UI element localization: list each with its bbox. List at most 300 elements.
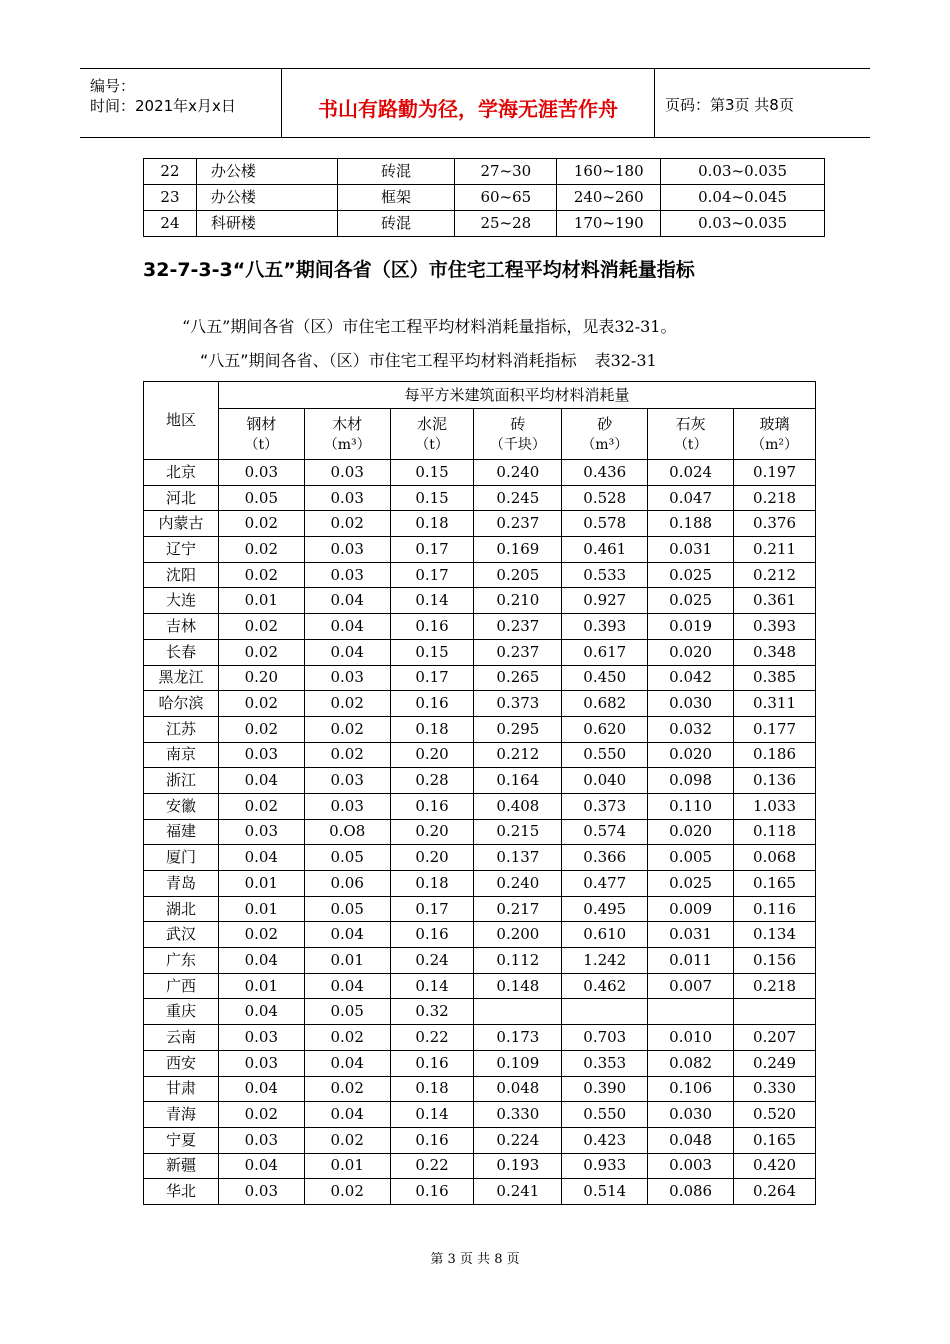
value-cell: 0.03 xyxy=(218,1179,304,1205)
value-cell: 0.200 xyxy=(474,922,562,948)
region-cell: 哈尔滨 xyxy=(144,691,219,717)
value-cell: 0.14 xyxy=(390,588,474,614)
column-unit: （t） xyxy=(673,436,708,453)
table-row xyxy=(144,639,816,665)
table-row xyxy=(144,614,816,640)
value-cell: 0.024 xyxy=(648,460,734,486)
value-cell: 0.18 xyxy=(390,871,474,897)
table-cell: 框架 xyxy=(337,185,455,211)
value-cell: 0.01 xyxy=(304,948,390,974)
region-cell: 新疆 xyxy=(144,1153,219,1179)
column-unit: （t） xyxy=(244,436,279,453)
value-cell: 0.32 xyxy=(390,999,474,1025)
value-cell: 0.173 xyxy=(474,1025,562,1051)
table-cell: 办公楼 xyxy=(196,185,337,211)
value-cell: 0.01 xyxy=(218,896,304,922)
value-cell: 0.136 xyxy=(734,768,816,794)
column-unit: （t） xyxy=(415,436,449,453)
value-cell: 0.18 xyxy=(390,716,474,742)
value-cell: 0.15 xyxy=(390,639,474,665)
value-cell: 0.264 xyxy=(734,1179,816,1205)
region-cell: 西安 xyxy=(144,1050,219,1076)
value-cell: 0.O8 xyxy=(304,819,390,845)
value-cell: 0.03 xyxy=(304,665,390,691)
value-cell: 0.165 xyxy=(734,1127,816,1153)
table-cell: 砖混 xyxy=(337,159,455,185)
value-cell: 0.04 xyxy=(304,614,390,640)
value-cell: 0.240 xyxy=(474,460,562,486)
region-cell: 浙江 xyxy=(144,768,219,794)
value-cell: 0.514 xyxy=(562,1179,648,1205)
value-cell: 0.02 xyxy=(218,639,304,665)
value-cell: 0.574 xyxy=(562,819,648,845)
value-cell: 0.240 xyxy=(474,871,562,897)
value-cell: 0.04 xyxy=(218,999,304,1025)
table-row xyxy=(144,537,816,563)
value-cell: 0.16 xyxy=(390,614,474,640)
column-unit: （m³） xyxy=(581,436,629,453)
column-header xyxy=(562,409,648,460)
value-cell: 0.16 xyxy=(390,922,474,948)
value-cell: 0.118 xyxy=(734,819,816,845)
value-cell: 0.02 xyxy=(218,537,304,563)
region-cell: 长春 xyxy=(144,639,219,665)
value-cell: 0.031 xyxy=(648,537,734,563)
value-cell: 0.245 xyxy=(474,485,562,511)
value-cell: 0.237 xyxy=(474,639,562,665)
table-row xyxy=(144,185,825,211)
column-unit: （千块） xyxy=(489,436,546,453)
table-cell: 23 xyxy=(144,185,197,211)
value-cell: 0.02 xyxy=(304,1179,390,1205)
table-cell: 27~30 xyxy=(455,159,557,185)
value-cell: 0.137 xyxy=(474,845,562,871)
table-row xyxy=(144,1025,816,1051)
table-row xyxy=(144,948,816,974)
value-cell: 0.03 xyxy=(304,768,390,794)
value-cell: 0.703 xyxy=(562,1025,648,1051)
value-cell: 0.01 xyxy=(304,1153,390,1179)
table-row xyxy=(144,1179,816,1205)
value-cell: 0.224 xyxy=(474,1127,562,1153)
column-name: 石灰 xyxy=(675,414,706,433)
section-heading: 32-7-3-3“八五”期间各省（区）市住宅工程平均材料消耗量指标 xyxy=(143,259,695,281)
region-cell: 内蒙古 xyxy=(144,511,219,537)
table-cell: 60~65 xyxy=(455,185,557,211)
value-cell: 1.033 xyxy=(734,793,816,819)
column-name: 砖 xyxy=(510,414,526,433)
table-row xyxy=(144,211,825,237)
value-cell: 0.295 xyxy=(474,716,562,742)
value-cell: 0.04 xyxy=(218,948,304,974)
column-name: 水泥 xyxy=(417,414,448,433)
table-number: 表32-31 xyxy=(594,351,657,370)
value-cell: 0.550 xyxy=(562,742,648,768)
value-cell: 0.03 xyxy=(218,819,304,845)
column-name: 玻璃 xyxy=(759,414,790,433)
table-row xyxy=(144,1050,816,1076)
region-cell: 宁夏 xyxy=(144,1127,219,1153)
value-cell: 0.207 xyxy=(734,1025,816,1051)
region-cell: 北京 xyxy=(144,460,219,486)
value-cell: 0.04 xyxy=(304,588,390,614)
value-cell: 0.02 xyxy=(218,562,304,588)
value-cell: 0.15 xyxy=(390,460,474,486)
value-cell: 0.14 xyxy=(390,973,474,999)
intro-paragraph: “八五”期间各省（区）市住宅工程平均材料消耗量指标，见表32-31。 xyxy=(182,317,677,336)
value-cell: 0.186 xyxy=(734,742,816,768)
value-cell: 0.164 xyxy=(474,768,562,794)
value-cell: 0.025 xyxy=(648,588,734,614)
value-cell: 0.420 xyxy=(734,1153,816,1179)
value-cell: 0.22 xyxy=(390,1025,474,1051)
value-cell: 0.048 xyxy=(474,1076,562,1102)
value-cell: 0.019 xyxy=(648,614,734,640)
region-cell: 河北 xyxy=(144,485,219,511)
value-cell: 0.086 xyxy=(648,1179,734,1205)
value-cell: 0.28 xyxy=(390,768,474,794)
page-header xyxy=(80,68,870,138)
value-cell: 0.02 xyxy=(218,922,304,948)
value-cell: 0.042 xyxy=(648,665,734,691)
value-cell: 0.212 xyxy=(474,742,562,768)
value-cell: 0.927 xyxy=(562,588,648,614)
table-row xyxy=(144,1127,816,1153)
table-row xyxy=(144,999,816,1025)
value-cell: 0.16 xyxy=(390,1050,474,1076)
value-cell: 0.03 xyxy=(218,1050,304,1076)
value-cell: 0.082 xyxy=(648,1050,734,1076)
value-cell: 0.116 xyxy=(734,896,816,922)
value-cell: 0.249 xyxy=(734,1050,816,1076)
region-cell: 重庆 xyxy=(144,999,219,1025)
column-header xyxy=(304,409,390,460)
value-cell: 0.02 xyxy=(304,1076,390,1102)
region-cell: 辽宁 xyxy=(144,537,219,563)
table-cell: 砖混 xyxy=(337,211,455,237)
value-cell: 0.04 xyxy=(218,845,304,871)
value-cell: 0.578 xyxy=(562,511,648,537)
table-row xyxy=(144,1153,816,1179)
value-cell: 0.106 xyxy=(648,1076,734,1102)
table-row xyxy=(144,819,816,845)
value-cell: 0.007 xyxy=(648,973,734,999)
value-cell: 0.04 xyxy=(304,973,390,999)
column-name: 砂 xyxy=(597,414,613,433)
value-cell: 0.02 xyxy=(304,1025,390,1051)
value-cell: 0.610 xyxy=(562,922,648,948)
value-cell: 0.134 xyxy=(734,922,816,948)
value-cell: 0.01 xyxy=(218,871,304,897)
region-header: 地区 xyxy=(144,382,219,460)
value-cell: 0.04 xyxy=(304,639,390,665)
value-cell: 0.17 xyxy=(390,562,474,588)
column-header xyxy=(734,409,816,460)
value-cell: 0.003 xyxy=(648,1153,734,1179)
table-cell: 0.04~0.045 xyxy=(661,185,825,211)
value-cell: 0.366 xyxy=(562,845,648,871)
value-cell: 0.311 xyxy=(734,691,816,717)
value-cell: 0.450 xyxy=(562,665,648,691)
value-cell: 0.376 xyxy=(734,511,816,537)
value-cell: 0.03 xyxy=(218,1127,304,1153)
value-cell: 0.218 xyxy=(734,973,816,999)
region-cell: 大连 xyxy=(144,588,219,614)
value-cell: 0.011 xyxy=(648,948,734,974)
table-row xyxy=(144,588,816,614)
region-cell: 青海 xyxy=(144,1102,219,1128)
table-cell: 22 xyxy=(144,159,197,185)
column-unit: （m²） xyxy=(751,436,798,453)
value-cell: 0.361 xyxy=(734,588,816,614)
table-row xyxy=(144,742,816,768)
value-cell: 0.020 xyxy=(648,742,734,768)
region-cell: 甘肃 xyxy=(144,1076,219,1102)
value-cell: 0.477 xyxy=(562,871,648,897)
value-cell: 0.212 xyxy=(734,562,816,588)
value-cell: 0.169 xyxy=(474,537,562,563)
value-cell: 0.20 xyxy=(218,665,304,691)
value-cell: 0.462 xyxy=(562,973,648,999)
value-cell: 0.030 xyxy=(648,691,734,717)
value-cell: 0.02 xyxy=(218,614,304,640)
value-cell: 0.148 xyxy=(474,973,562,999)
value-cell: 0.495 xyxy=(562,896,648,922)
value-cell xyxy=(562,999,648,1025)
value-cell: 0.025 xyxy=(648,562,734,588)
table-row xyxy=(144,460,816,486)
value-cell: 0.177 xyxy=(734,716,816,742)
table-cell: 科研楼 xyxy=(196,211,337,237)
table-row xyxy=(144,871,816,897)
value-cell: 0.15 xyxy=(390,485,474,511)
value-cell: 0.210 xyxy=(474,588,562,614)
value-cell: 0.020 xyxy=(648,639,734,665)
value-cell: 0.068 xyxy=(734,845,816,871)
region-cell: 华北 xyxy=(144,1179,219,1205)
header-left-cell xyxy=(80,69,282,137)
value-cell: 0.330 xyxy=(734,1076,816,1102)
value-cell: 0.193 xyxy=(474,1153,562,1179)
value-cell: 0.17 xyxy=(390,537,474,563)
table-row xyxy=(144,562,816,588)
table-cell: 0.03~0.035 xyxy=(661,211,825,237)
value-cell: 0.393 xyxy=(562,614,648,640)
table-row xyxy=(144,511,816,537)
value-cell: 0.156 xyxy=(734,948,816,974)
region-cell: 广东 xyxy=(144,948,219,974)
value-cell: 0.188 xyxy=(648,511,734,537)
header-center-cell xyxy=(282,69,655,137)
value-cell: 0.032 xyxy=(648,716,734,742)
column-name: 钢材 xyxy=(246,414,277,433)
value-cell: 0.682 xyxy=(562,691,648,717)
region-cell: 吉林 xyxy=(144,614,219,640)
value-cell xyxy=(474,999,562,1025)
value-cell: 0.04 xyxy=(304,1050,390,1076)
value-cell: 0.528 xyxy=(562,485,648,511)
region-cell: 广西 xyxy=(144,973,219,999)
value-cell: 0.03 xyxy=(304,537,390,563)
column-header xyxy=(648,409,734,460)
region-cell: 武汉 xyxy=(144,922,219,948)
material-consumption-table xyxy=(143,381,816,1205)
value-cell: 0.22 xyxy=(390,1153,474,1179)
value-cell: 0.436 xyxy=(562,460,648,486)
value-cell: 0.241 xyxy=(474,1179,562,1205)
value-cell xyxy=(734,999,816,1025)
column-header xyxy=(218,409,304,460)
value-cell: 0.04 xyxy=(304,1102,390,1128)
header-right-cell xyxy=(655,69,870,137)
table-row xyxy=(144,768,816,794)
region-cell: 青岛 xyxy=(144,871,219,897)
value-cell: 0.165 xyxy=(734,871,816,897)
value-cell: 0.05 xyxy=(304,896,390,922)
value-cell: 0.205 xyxy=(474,562,562,588)
value-cell: 0.098 xyxy=(648,768,734,794)
value-cell: 0.18 xyxy=(390,511,474,537)
value-cell: 0.16 xyxy=(390,1179,474,1205)
value-cell: 0.461 xyxy=(562,537,648,563)
value-cell: 0.05 xyxy=(304,999,390,1025)
table-row xyxy=(144,485,816,511)
value-cell: 0.047 xyxy=(648,485,734,511)
value-cell: 0.02 xyxy=(218,691,304,717)
table-cell: 240~260 xyxy=(557,185,661,211)
region-cell: 安徽 xyxy=(144,793,219,819)
value-cell: 0.04 xyxy=(218,768,304,794)
value-cell: 0.215 xyxy=(474,819,562,845)
table-row xyxy=(144,691,816,717)
value-cell: 0.05 xyxy=(304,845,390,871)
value-cell: 0.20 xyxy=(390,742,474,768)
page-footer: 第 3 页 共 8 页 xyxy=(430,1252,520,1267)
table-cell: 24 xyxy=(144,211,197,237)
value-cell: 0.05 xyxy=(218,485,304,511)
table-cell: 0.03~0.035 xyxy=(661,159,825,185)
table-row xyxy=(144,922,816,948)
value-cell: 0.02 xyxy=(218,1102,304,1128)
value-cell: 0.533 xyxy=(562,562,648,588)
column-header xyxy=(390,409,474,460)
table-row xyxy=(144,793,816,819)
value-cell: 0.03 xyxy=(218,742,304,768)
value-cell: 0.17 xyxy=(390,665,474,691)
continuation-table xyxy=(143,158,825,237)
value-cell: 0.385 xyxy=(734,665,816,691)
value-cell: 0.112 xyxy=(474,948,562,974)
value-cell: 0.20 xyxy=(390,819,474,845)
value-cell: 0.16 xyxy=(390,691,474,717)
value-cell: 0.02 xyxy=(304,691,390,717)
value-cell: 0.197 xyxy=(734,460,816,486)
value-cell: 0.03 xyxy=(304,562,390,588)
value-cell: 0.390 xyxy=(562,1076,648,1102)
value-cell: 0.04 xyxy=(304,922,390,948)
value-cell: 0.423 xyxy=(562,1127,648,1153)
value-cell: 0.040 xyxy=(562,768,648,794)
column-name: 木材 xyxy=(332,414,363,433)
value-cell: 0.408 xyxy=(474,793,562,819)
value-cell: 0.02 xyxy=(304,1127,390,1153)
table-row xyxy=(144,665,816,691)
value-cell: 0.211 xyxy=(734,537,816,563)
value-cell: 0.005 xyxy=(648,845,734,871)
header-motto: 书山有路勤为径，学海无涯苦作舟 xyxy=(318,97,618,121)
value-cell: 0.373 xyxy=(474,691,562,717)
value-cell: 0.02 xyxy=(304,742,390,768)
value-cell: 0.620 xyxy=(562,716,648,742)
region-cell: 湖北 xyxy=(144,896,219,922)
value-cell: 0.16 xyxy=(390,1127,474,1153)
value-cell: 0.031 xyxy=(648,922,734,948)
value-cell: 0.009 xyxy=(648,896,734,922)
region-cell: 沈阳 xyxy=(144,562,219,588)
value-cell: 0.020 xyxy=(648,819,734,845)
table-cell: 170~190 xyxy=(557,211,661,237)
value-cell: 0.02 xyxy=(218,511,304,537)
value-cell: 0.550 xyxy=(562,1102,648,1128)
table-row xyxy=(144,973,816,999)
region-cell: 厦门 xyxy=(144,845,219,871)
value-cell: 0.02 xyxy=(304,716,390,742)
value-cell: 0.393 xyxy=(734,614,816,640)
region-cell: 黑龙江 xyxy=(144,665,219,691)
region-cell: 福建 xyxy=(144,819,219,845)
value-cell: 0.04 xyxy=(218,1076,304,1102)
value-cell: 0.03 xyxy=(304,460,390,486)
document-number-label: 编号： xyxy=(90,77,136,95)
table-row xyxy=(144,159,825,185)
header-page-info: 页码：第3页 共8页 xyxy=(665,96,794,114)
value-cell: 0.04 xyxy=(218,1153,304,1179)
value-cell: 0.03 xyxy=(304,485,390,511)
value-cell: 0.933 xyxy=(562,1153,648,1179)
region-cell: 南京 xyxy=(144,742,219,768)
value-cell: 0.237 xyxy=(474,511,562,537)
table-caption-title: “八五”期间各省、（区）市住宅工程平均材料消耗指标 xyxy=(200,351,577,370)
table-row xyxy=(144,716,816,742)
table-caption xyxy=(200,348,657,371)
column-unit: （m³） xyxy=(323,436,371,453)
column-header xyxy=(474,409,562,460)
value-cell: 0.03 xyxy=(218,1025,304,1051)
table-row xyxy=(144,896,816,922)
value-cell: 0.110 xyxy=(648,793,734,819)
value-cell: 0.02 xyxy=(304,511,390,537)
value-cell: 0.025 xyxy=(648,871,734,897)
value-cell: 0.02 xyxy=(218,716,304,742)
table-cell: 160~180 xyxy=(557,159,661,185)
table-cell: 25~28 xyxy=(455,211,557,237)
value-cell: 0.16 xyxy=(390,793,474,819)
value-cell: 0.18 xyxy=(390,1076,474,1102)
table-row xyxy=(144,1076,816,1102)
value-cell: 0.010 xyxy=(648,1025,734,1051)
value-cell: 0.237 xyxy=(474,614,562,640)
value-cell: 0.218 xyxy=(734,485,816,511)
group-header: 每平方米建筑面积平均材料消耗量 xyxy=(218,382,815,409)
document-time-label: 时间：2021年x月x日 xyxy=(90,97,236,115)
value-cell: 0.20 xyxy=(390,845,474,871)
value-cell: 0.520 xyxy=(734,1102,816,1128)
value-cell: 0.03 xyxy=(304,793,390,819)
value-cell: 0.01 xyxy=(218,973,304,999)
value-cell: 0.030 xyxy=(648,1102,734,1128)
region-cell: 江苏 xyxy=(144,716,219,742)
region-cell: 云南 xyxy=(144,1025,219,1051)
